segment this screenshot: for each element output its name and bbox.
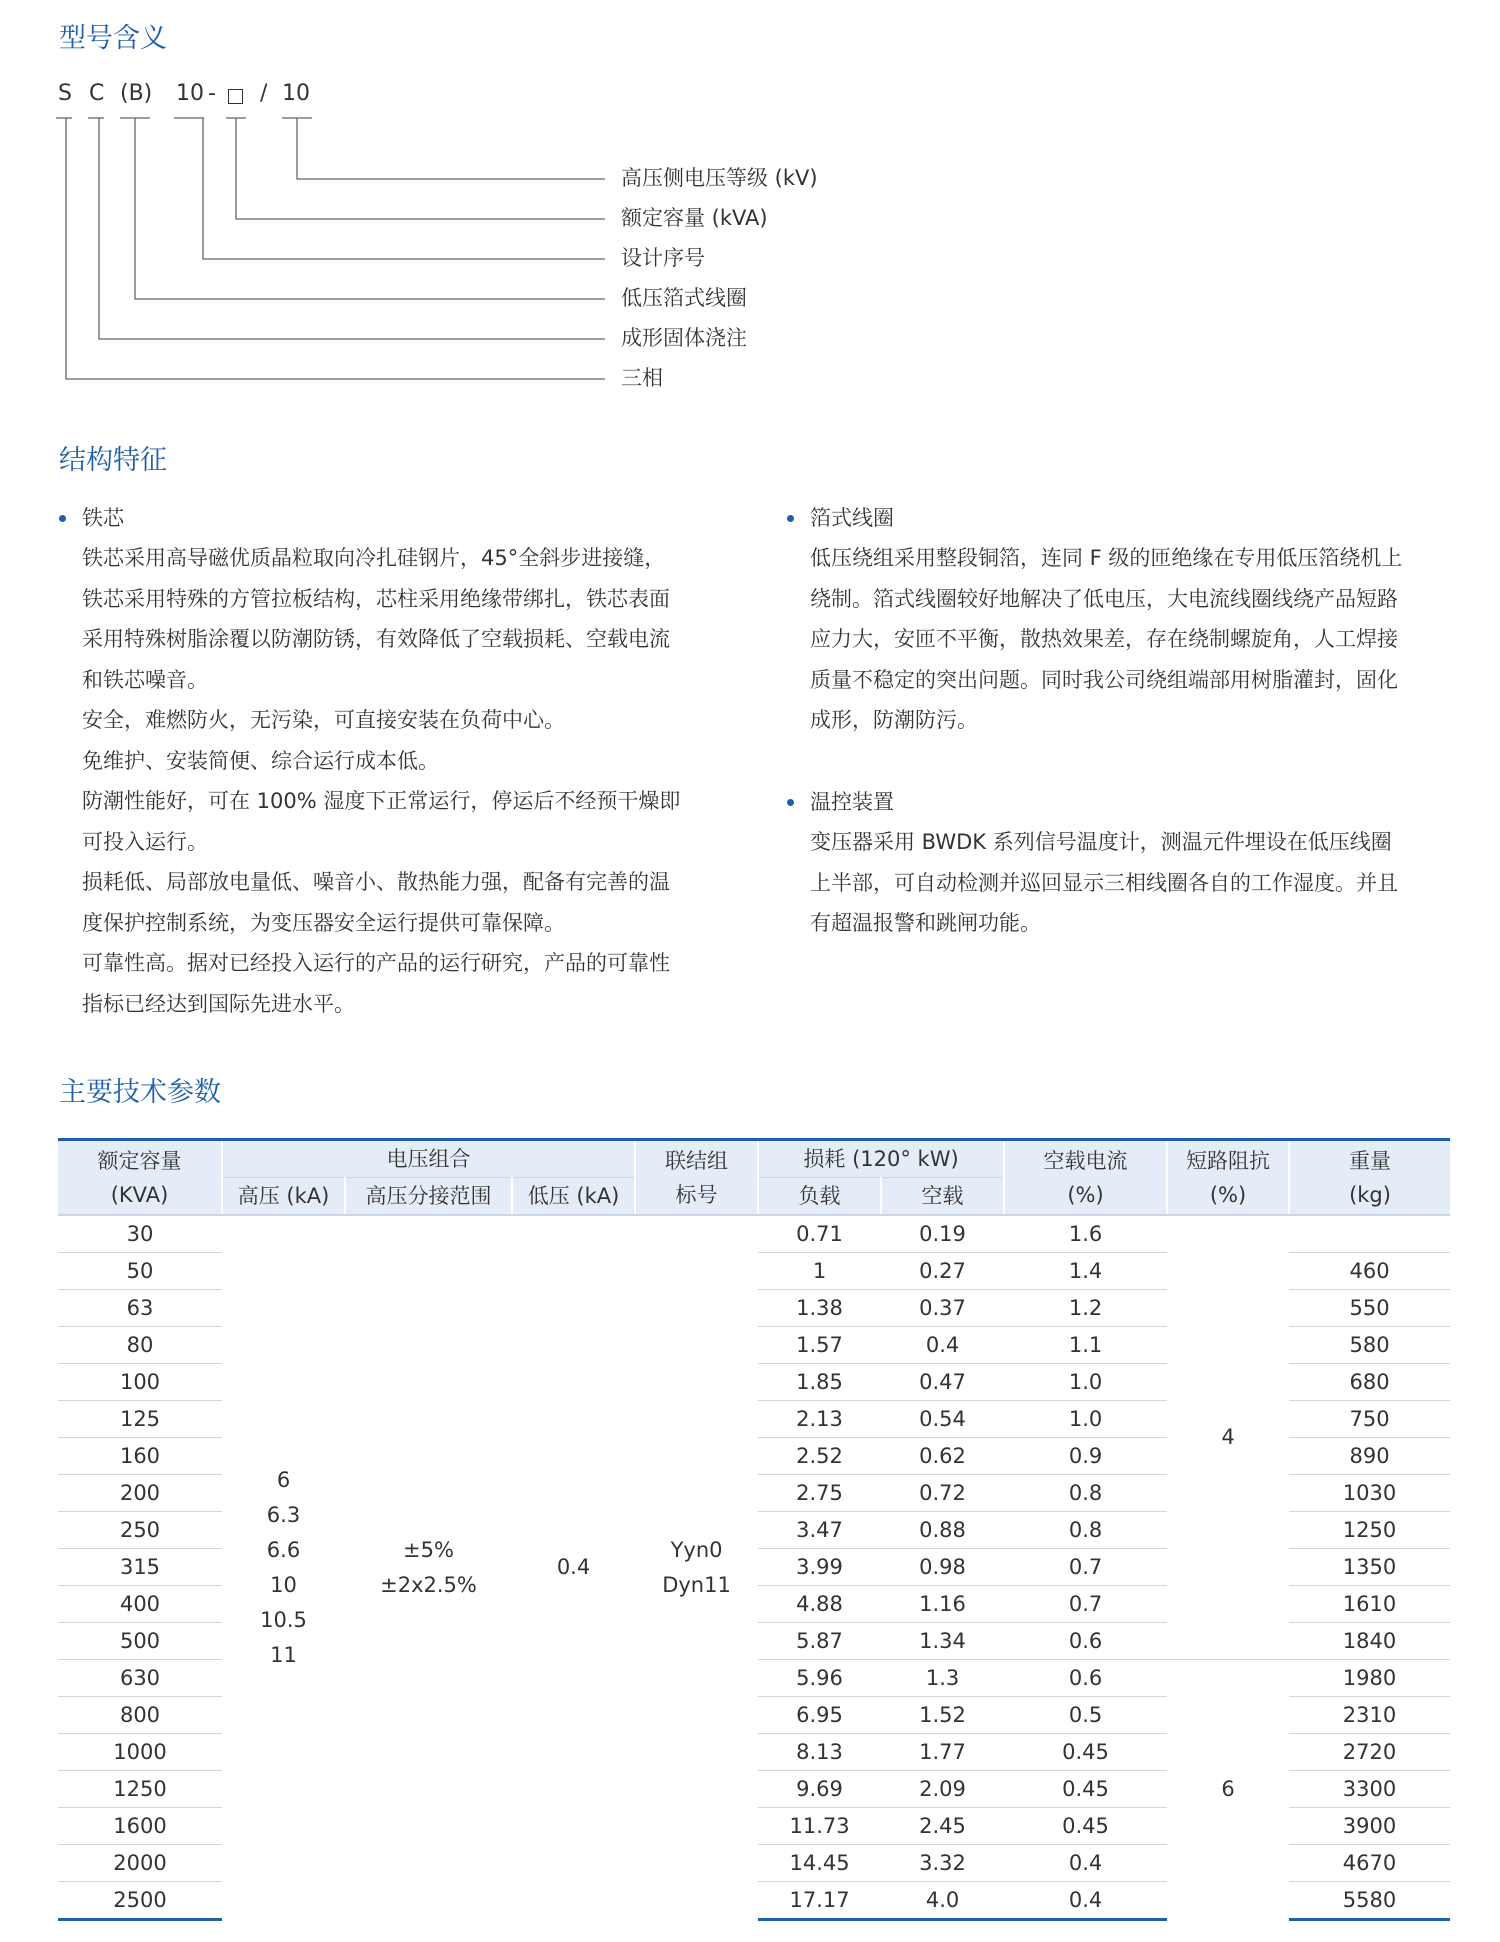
text-line: 防潮性能好，可在 100% 湿度下正常运行，停运后不经预干燥即 [82,789,681,813]
cell-load-loss: 17.17 [758,1882,881,1920]
cell-noload-loss: 0.88 [881,1512,1004,1549]
cell-load-loss: 3.99 [758,1549,881,1586]
model-label-design: 设计序号 [621,246,705,270]
cell-capacity: 100 [58,1364,222,1401]
cell-load-loss: 14.45 [758,1845,881,1882]
hv-value: 6.6 [266,1537,301,1562]
tap-value: ±5% [403,1537,454,1562]
cell-noload-current: 0.4 [1004,1882,1167,1920]
cell-noload-current: 1.6 [1004,1215,1167,1253]
cell-noload-current: 0.45 [1004,1808,1167,1845]
code-slash: / [260,81,268,106]
cell-noload-current: 1.0 [1004,1401,1167,1438]
header-voltage-group: 电压组合 [222,1140,635,1178]
bullet-icon [59,515,66,522]
cell-load-loss: 5.96 [758,1660,881,1697]
text-line: 可靠性高。据对已经投入运行的产品的运行研究，产品的可靠性 [82,951,670,975]
cell-weight: 460 [1289,1253,1450,1290]
cell-capacity: 30 [58,1215,222,1253]
cell-weight: 1250 [1289,1512,1450,1549]
code-10: 10 [176,81,204,106]
table-row [58,1215,1450,1253]
text-line: 有超温报警和跳闸功能。 [810,911,1041,935]
code-c: C [89,81,105,106]
cell-load-loss: 4.88 [758,1586,881,1623]
hv-value: 11 [270,1642,297,1667]
paragraph [82,700,732,741]
tap-value: ±2x2.5% [380,1572,477,1597]
cell-capacity: 630 [58,1660,222,1697]
cell-capacity: 1250 [58,1771,222,1808]
cell-capacity: 1600 [58,1808,222,1845]
text-line: 采用特殊树脂涂覆以防潮防锈，有效降低了空载损耗、空载电流 [82,627,670,651]
section-title-model: 型号含义 [59,23,167,54]
cell-noload-current: 1.1 [1004,1327,1167,1364]
text-line: 质量不稳定的突出问题。同时我公司绕组端部用树脂灌封，固化 [810,667,1398,692]
cell-noload-loss: 0.72 [881,1475,1004,1512]
header-loss-group: 损耗 (120° kW) [758,1140,1004,1178]
cell-weight [1289,1215,1450,1253]
header-hv: 高压 (kA) [222,1178,345,1216]
cell-capacity: 500 [58,1623,222,1660]
cell-noload-loss: 2.45 [881,1808,1004,1845]
spec-table-body [58,1215,1450,1920]
paragraph [82,862,732,943]
cell-noload-loss: 0.47 [881,1364,1004,1401]
cell-weight: 4670 [1289,1845,1450,1882]
cell-noload-loss: 0.37 [881,1290,1004,1327]
cell-weight: 3900 [1289,1808,1450,1845]
text-line: 铁芯采用特殊的方管拉板结构，芯柱采用绝缘带绑扎，铁芯表面 [82,586,670,611]
cell-weight: 1840 [1289,1623,1450,1660]
cell-capacity: 160 [58,1438,222,1475]
cell-noload-loss: 0.19 [881,1215,1004,1253]
section-title-structure: 结构特征 [59,445,167,476]
paragraph [82,781,732,862]
cell-capacity: 800 [58,1697,222,1734]
text-line: 低压绕组采用整段铜箔，连同 F 级的匝绝缘在专用低压箔绕机上 [810,546,1403,570]
cell-load-loss: 0.71 [758,1215,881,1253]
code-voltage: 10 [282,81,310,106]
cell-capacity: 1000 [58,1734,222,1771]
spec-table [58,1138,1450,1921]
cell-weight: 550 [1289,1290,1450,1327]
cell-noload-current: 0.45 [1004,1734,1167,1771]
cell-impedance-4: 4 [1221,1425,1235,1449]
cell-noload-loss: 0.62 [881,1438,1004,1475]
text-line: 和铁芯噪音。 [82,667,208,692]
feature-foil-coil [810,498,1460,741]
cell-load-loss: 11.73 [758,1808,881,1845]
model-label-foil: 低压箔式线圈 [621,286,747,310]
cell-load-loss: 8.13 [758,1734,881,1771]
feature-title: 温控装置 [810,790,894,814]
cell-noload-current: 1.0 [1004,1364,1167,1401]
cell-impedance-6: 6 [1167,1660,1289,1920]
text-line: 铁芯采用高导磁优质晶粒取向冷扎硅钢片，45°全斜步进接缝， [82,546,666,570]
cell-noload-loss: 0.27 [881,1253,1004,1290]
cell-capacity: 2000 [58,1845,222,1882]
header-impedance: 短路阻抗 (%) [1167,1140,1289,1216]
text-line: 免维护、安装简便、综合运行成本低。 [82,748,439,773]
hv-value: 6.3 [266,1502,301,1527]
cell-noload-current: 0.7 [1004,1549,1167,1586]
cell-noload-loss: 0.4 [881,1327,1004,1364]
cell-capacity: 63 [58,1290,222,1327]
cell-capacity: 50 [58,1253,222,1290]
paragraph [82,943,732,1024]
model-label-cast: 成形固体浇注 [621,326,747,350]
paragraph [82,741,732,782]
header-noload-loss: 空载 [881,1178,1004,1216]
text-line: 变压器采用 BWDK 系列信号温度计，测温元件埋设在低压线圈 [810,830,1392,854]
cell-load-loss: 1.57 [758,1327,881,1364]
feature-title: 铁芯 [82,506,124,530]
text-line: 可投入运行。 [82,829,208,854]
model-label-voltage: 高压侧电压等级 (kV) [621,166,818,190]
cell-load-loss: 2.75 [758,1475,881,1512]
header-capacity: 额定容量 (KVA) [58,1140,222,1216]
cell-noload-current: 1.4 [1004,1253,1167,1290]
cell-weight: 1030 [1289,1475,1450,1512]
text-line: 绕制。箔式线圈较好地解决了低电压，大电流线圈线绕产品短路 [810,586,1398,611]
cell-weight: 890 [1289,1438,1450,1475]
text-line: 指标已经达到国际先进水平。 [82,991,355,1016]
cell-weight: 1610 [1289,1586,1450,1623]
cell-noload-loss: 1.34 [881,1623,1004,1660]
cell-capacity: 200 [58,1475,222,1512]
text-line: 损耗低、局部放电量低、噪音小、散热能力强，配备有完善的温 [82,870,670,894]
cell-noload-current: 0.7 [1004,1586,1167,1623]
cell-noload-loss: 3.32 [881,1845,1004,1882]
cell-capacity: 125 [58,1401,222,1438]
header-weight: 重量 (kg) [1289,1140,1450,1216]
bullet-icon [787,799,794,806]
cell-noload-current: 0.6 [1004,1660,1167,1697]
text-line: 应力大，安匝不平衡，散热效果差，存在绕制螺旋角，人工焊接 [810,627,1398,651]
text-line: 安全，难燃防火，无污染，可直接安装在负荷中心。 [82,708,565,732]
hv-value: 10.5 [260,1607,307,1632]
paragraph [810,538,1460,741]
cell-capacity: 80 [58,1327,222,1364]
paragraph [82,538,732,700]
code-dash: - [208,81,216,106]
cell-noload-current: 0.4 [1004,1845,1167,1882]
iron-core-text [82,538,732,1024]
model-diagram-lines [0,0,640,400]
cell-weight: 2720 [1289,1734,1450,1771]
cell-noload-loss: 2.09 [881,1771,1004,1808]
cell-load-loss: 1 [758,1253,881,1290]
cell-connection-merged [635,1215,758,1920]
header-noload-current: 空载电流 (%) [1004,1140,1167,1216]
cell-weight: 1980 [1289,1660,1450,1697]
cell-load-loss: 9.69 [758,1771,881,1808]
cell-weight: 580 [1289,1327,1450,1364]
cell-noload-loss: 1.77 [881,1734,1004,1771]
cell-weight: 750 [1289,1401,1450,1438]
hv-value: 10 [270,1572,297,1597]
cell-noload-current: 0.8 [1004,1512,1167,1549]
header-tap-range: 高压分接范围 [345,1178,512,1216]
paragraph [810,822,1460,944]
cell-noload-current: 0.9 [1004,1438,1167,1475]
model-label-phase: 三相 [621,366,663,390]
cell-load-loss: 5.87 [758,1623,881,1660]
cell-noload-loss: 1.3 [881,1660,1004,1697]
cell-lv-merged: 0.4 [556,1555,591,1580]
cell-noload-loss: 1.52 [881,1697,1004,1734]
cell-noload-current: 0.5 [1004,1697,1167,1734]
cell-noload-current: 0.6 [1004,1623,1167,1660]
header-load-loss: 负载 [758,1178,881,1216]
feature-title: 箔式线圈 [810,506,894,530]
cell-load-loss: 1.85 [758,1364,881,1401]
hv-value: 6 [276,1467,291,1492]
cell-load-loss: 2.52 [758,1438,881,1475]
cell-weight: 1350 [1289,1549,1450,1586]
cell-weight: 2310 [1289,1697,1450,1734]
text-line: 成形，防潮防污。 [810,708,978,732]
cell-hv-merged [222,1215,345,1920]
bullet-icon [787,515,794,522]
cell-weight: 5580 [1289,1882,1450,1920]
cell-capacity: 315 [58,1549,222,1586]
cell-capacity: 2500 [58,1882,222,1920]
section-title-params: 主要技术参数 [59,1077,221,1108]
cell-load-loss: 1.38 [758,1290,881,1327]
cell-tap-merged [345,1215,512,1920]
model-label-capacity: 额定容量 (kVA) [621,206,768,230]
code-b: (B) [120,81,153,106]
cell-noload-loss: 0.98 [881,1549,1004,1586]
cell-weight: 3300 [1289,1771,1450,1808]
cell-noload-loss: 1.16 [881,1586,1004,1623]
cell-noload-current: 0.8 [1004,1475,1167,1512]
cell-noload-loss: 4.0 [881,1882,1004,1920]
text-line: 度保护控制系统，为变压器安全运行提供可靠保障。 [82,910,565,935]
cell-noload-loss: 0.54 [881,1401,1004,1438]
feature-temp-control [810,782,1460,944]
cell-weight: 680 [1289,1364,1450,1401]
cell-noload-current: 0.45 [1004,1771,1167,1808]
header-connection: 联结组 标号 [635,1140,758,1216]
cell-noload-current: 1.2 [1004,1290,1167,1327]
cell-load-loss: 3.47 [758,1512,881,1549]
connection-value: Yyn0 [670,1537,723,1562]
cell-capacity: 250 [58,1512,222,1549]
cell-load-loss: 6.95 [758,1697,881,1734]
text-line: 上半部，可自动检测并巡回显示三相线圈各自的工作湿度。并且 [810,870,1398,895]
cell-load-loss: 2.13 [758,1401,881,1438]
connection-value: Dyn11 [662,1572,731,1597]
header-lv: 低压 (kA) [512,1178,635,1216]
feature-iron-core [82,498,732,1024]
cell-capacity: 400 [58,1586,222,1623]
code-s: S [58,81,72,106]
